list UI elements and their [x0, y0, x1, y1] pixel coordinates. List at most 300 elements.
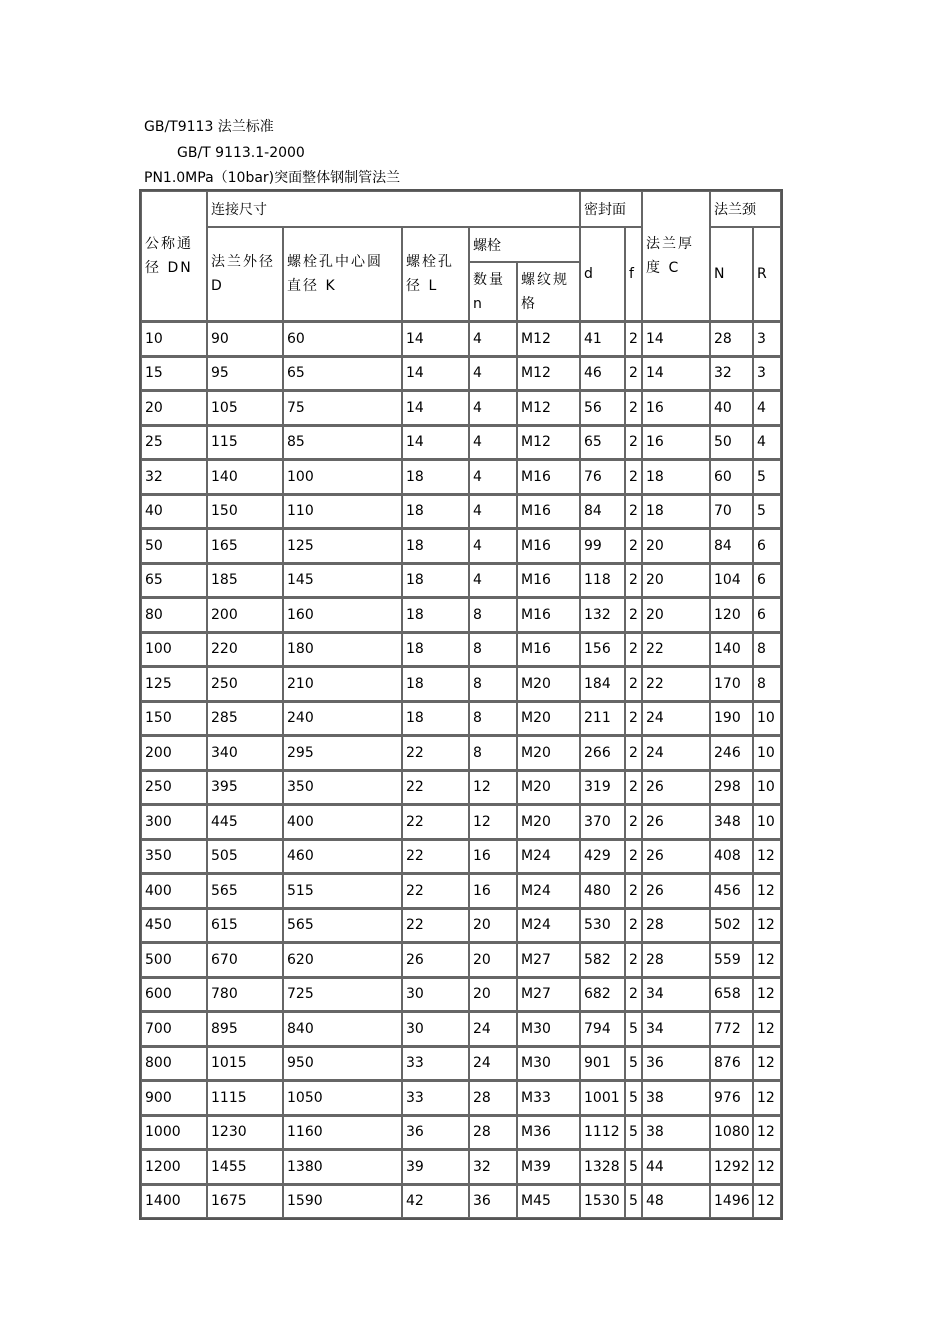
cell-thickness: 18	[642, 494, 710, 529]
cell-thread: M24	[517, 873, 580, 908]
cell-bolt-circle: 160	[283, 597, 402, 632]
flange-dimension-table	[139, 189, 783, 1220]
cell-neck-n: 28	[710, 321, 753, 356]
cell-dn: 250	[141, 770, 207, 805]
cell-neck-n: 32	[710, 356, 753, 391]
cell-neck-r: 5	[753, 459, 781, 494]
cell-outer-diameter: 565	[207, 873, 283, 908]
table-row	[141, 770, 781, 805]
cell-thickness: 26	[642, 839, 710, 874]
table-row	[141, 390, 781, 425]
table-row	[141, 425, 781, 460]
cell-seal-d: 46	[580, 356, 625, 391]
cell-thread: M16	[517, 632, 580, 667]
cell-seal-d: 530	[580, 908, 625, 943]
header-outer-diameter: 法兰外径 D	[207, 227, 283, 321]
cell-bolt-count: 4	[469, 390, 517, 425]
cell-bolt-hole: 30	[402, 1011, 469, 1046]
cell-bolt-circle: 60	[283, 321, 402, 356]
cell-bolt-circle: 460	[283, 839, 402, 874]
cell-outer-diameter: 115	[207, 425, 283, 460]
cell-neck-n: 298	[710, 770, 753, 805]
cell-bolt-hole: 14	[402, 321, 469, 356]
cell-seal-f: 2	[625, 321, 642, 356]
cell-bolt-count: 8	[469, 666, 517, 701]
cell-seal-f: 5	[625, 1011, 642, 1046]
cell-seal-f: 2	[625, 390, 642, 425]
table-row	[141, 1011, 781, 1046]
cell-neck-n: 502	[710, 908, 753, 943]
cell-bolt-hole: 18	[402, 701, 469, 736]
table-row	[141, 804, 781, 839]
cell-dn: 32	[141, 459, 207, 494]
cell-outer-diameter: 90	[207, 321, 283, 356]
cell-seal-f: 5	[625, 1184, 642, 1219]
cell-seal-f: 2	[625, 942, 642, 977]
cell-neck-r: 12	[753, 977, 781, 1012]
cell-neck-n: 1292	[710, 1149, 753, 1184]
cell-bolt-circle: 350	[283, 770, 402, 805]
cell-thread: M20	[517, 701, 580, 736]
cell-neck-r: 10	[753, 701, 781, 736]
table-row	[141, 356, 781, 391]
cell-thickness: 18	[642, 459, 710, 494]
cell-dn: 20	[141, 390, 207, 425]
header-neck: 法兰颈	[710, 191, 781, 227]
cell-thread: M39	[517, 1149, 580, 1184]
cell-neck-r: 12	[753, 873, 781, 908]
cell-thread: M36	[517, 1115, 580, 1150]
cell-dn: 800	[141, 1046, 207, 1081]
cell-seal-f: 2	[625, 839, 642, 874]
cell-bolt-count: 32	[469, 1149, 517, 1184]
cell-thickness: 20	[642, 563, 710, 598]
cell-bolt-count: 20	[469, 977, 517, 1012]
cell-neck-r: 12	[753, 1184, 781, 1219]
cell-thickness: 38	[642, 1115, 710, 1150]
cell-neck-r: 6	[753, 597, 781, 632]
header-bolt: 螺栓	[469, 227, 580, 262]
cell-seal-d: 41	[580, 321, 625, 356]
cell-bolt-circle: 100	[283, 459, 402, 494]
cell-dn: 450	[141, 908, 207, 943]
cell-dn: 200	[141, 735, 207, 770]
cell-seal-d: 1530	[580, 1184, 625, 1219]
cell-thread: M20	[517, 735, 580, 770]
cell-neck-r: 12	[753, 1011, 781, 1046]
cell-seal-f: 2	[625, 528, 642, 563]
cell-bolt-hole: 18	[402, 494, 469, 529]
cell-bolt-circle: 295	[283, 735, 402, 770]
table-row	[141, 632, 781, 667]
cell-neck-n: 976	[710, 1080, 753, 1115]
cell-seal-f: 2	[625, 908, 642, 943]
cell-seal-d: 84	[580, 494, 625, 529]
cell-outer-diameter: 395	[207, 770, 283, 805]
cell-outer-diameter: 95	[207, 356, 283, 391]
cell-bolt-hole: 18	[402, 632, 469, 667]
table-row	[141, 839, 781, 874]
cell-neck-n: 246	[710, 735, 753, 770]
cell-neck-n: 559	[710, 942, 753, 977]
cell-bolt-hole: 18	[402, 666, 469, 701]
cell-thickness: 34	[642, 977, 710, 1012]
cell-seal-f: 5	[625, 1115, 642, 1150]
standard-number: GB/T 9113.1-2000	[177, 145, 305, 161]
cell-seal-d: 582	[580, 942, 625, 977]
table-row	[141, 701, 781, 736]
table-caption: PN1.0MPa（10bar)突面整体钢制管法兰	[144, 170, 401, 186]
cell-seal-f: 2	[625, 563, 642, 598]
header-dn: 公称通径 DN	[141, 191, 207, 321]
cell-neck-n: 1496	[710, 1184, 753, 1219]
cell-thread: M16	[517, 494, 580, 529]
cell-thickness: 22	[642, 666, 710, 701]
cell-thread: M20	[517, 666, 580, 701]
cell-bolt-count: 4	[469, 425, 517, 460]
cell-seal-d: 56	[580, 390, 625, 425]
cell-outer-diameter: 615	[207, 908, 283, 943]
cell-thread: M16	[517, 528, 580, 563]
cell-bolt-count: 28	[469, 1115, 517, 1150]
cell-thread: M27	[517, 942, 580, 977]
cell-bolt-circle: 145	[283, 563, 402, 598]
cell-bolt-circle: 1590	[283, 1184, 402, 1219]
cell-thread: M24	[517, 908, 580, 943]
table-row	[141, 1046, 781, 1081]
cell-neck-r: 12	[753, 1080, 781, 1115]
cell-neck-r: 12	[753, 908, 781, 943]
cell-seal-f: 2	[625, 735, 642, 770]
cell-dn: 100	[141, 632, 207, 667]
cell-thread: M20	[517, 804, 580, 839]
cell-seal-d: 682	[580, 977, 625, 1012]
cell-thickness: 24	[642, 735, 710, 770]
cell-bolt-count: 4	[469, 494, 517, 529]
cell-thread: M12	[517, 321, 580, 356]
cell-seal-d: 156	[580, 632, 625, 667]
cell-neck-r: 10	[753, 735, 781, 770]
cell-thickness: 26	[642, 873, 710, 908]
cell-neck-r: 4	[753, 390, 781, 425]
cell-neck-r: 10	[753, 804, 781, 839]
cell-bolt-count: 8	[469, 735, 517, 770]
cell-seal-d: 1112	[580, 1115, 625, 1150]
cell-bolt-circle: 125	[283, 528, 402, 563]
cell-seal-f: 2	[625, 597, 642, 632]
cell-seal-f: 2	[625, 459, 642, 494]
cell-neck-n: 40	[710, 390, 753, 425]
cell-neck-r: 12	[753, 839, 781, 874]
header-neck-n: N	[710, 227, 753, 321]
cell-bolt-hole: 14	[402, 356, 469, 391]
cell-seal-f: 5	[625, 1080, 642, 1115]
cell-thickness: 14	[642, 356, 710, 391]
table-row	[141, 1184, 781, 1219]
cell-seal-f: 2	[625, 666, 642, 701]
cell-dn: 1200	[141, 1149, 207, 1184]
cell-neck-n: 140	[710, 632, 753, 667]
cell-seal-d: 118	[580, 563, 625, 598]
cell-neck-n: 60	[710, 459, 753, 494]
table-row	[141, 942, 781, 977]
cell-thread: M16	[517, 563, 580, 598]
cell-seal-d: 794	[580, 1011, 625, 1046]
cell-thread: M12	[517, 425, 580, 460]
cell-dn: 500	[141, 942, 207, 977]
cell-bolt-hole: 18	[402, 459, 469, 494]
cell-neck-r: 12	[753, 1149, 781, 1184]
cell-neck-n: 348	[710, 804, 753, 839]
cell-seal-f: 2	[625, 494, 642, 529]
table-row	[141, 528, 781, 563]
cell-outer-diameter: 1230	[207, 1115, 283, 1150]
cell-outer-diameter: 165	[207, 528, 283, 563]
cell-neck-r: 3	[753, 321, 781, 356]
table-row	[141, 908, 781, 943]
cell-bolt-count: 36	[469, 1184, 517, 1219]
cell-thread: M12	[517, 390, 580, 425]
cell-thickness: 14	[642, 321, 710, 356]
cell-dn: 10	[141, 321, 207, 356]
table-row	[141, 321, 781, 356]
cell-seal-d: 99	[580, 528, 625, 563]
cell-bolt-count: 4	[469, 459, 517, 494]
cell-dn: 80	[141, 597, 207, 632]
cell-bolt-circle: 110	[283, 494, 402, 529]
cell-bolt-count: 8	[469, 597, 517, 632]
cell-bolt-circle: 180	[283, 632, 402, 667]
cell-bolt-circle: 515	[283, 873, 402, 908]
header-bolt-hole: 螺栓孔径 L	[402, 227, 469, 321]
cell-outer-diameter: 1015	[207, 1046, 283, 1081]
cell-outer-diameter: 780	[207, 977, 283, 1012]
cell-neck-r: 12	[753, 1046, 781, 1081]
cell-bolt-circle: 1160	[283, 1115, 402, 1150]
cell-neck-n: 84	[710, 528, 753, 563]
cell-bolt-count: 16	[469, 873, 517, 908]
cell-bolt-count: 8	[469, 632, 517, 667]
cell-seal-d: 184	[580, 666, 625, 701]
header-bolt-count: 数量 n	[469, 262, 517, 321]
cell-thickness: 22	[642, 632, 710, 667]
cell-thickness: 24	[642, 701, 710, 736]
cell-thickness: 36	[642, 1046, 710, 1081]
cell-outer-diameter: 340	[207, 735, 283, 770]
cell-dn: 700	[141, 1011, 207, 1046]
cell-bolt-hole: 22	[402, 770, 469, 805]
cell-dn: 150	[141, 701, 207, 736]
cell-seal-f: 2	[625, 356, 642, 391]
cell-seal-d: 76	[580, 459, 625, 494]
cell-seal-d: 1328	[580, 1149, 625, 1184]
cell-seal-f: 5	[625, 1046, 642, 1081]
table-row	[141, 1149, 781, 1184]
cell-seal-d: 266	[580, 735, 625, 770]
cell-bolt-circle: 240	[283, 701, 402, 736]
cell-thickness: 44	[642, 1149, 710, 1184]
cell-neck-r: 6	[753, 528, 781, 563]
cell-dn: 50	[141, 528, 207, 563]
cell-seal-d: 370	[580, 804, 625, 839]
cell-thread: M16	[517, 597, 580, 632]
cell-bolt-circle: 65	[283, 356, 402, 391]
cell-thread: M16	[517, 459, 580, 494]
cell-seal-d: 429	[580, 839, 625, 874]
cell-neck-r: 12	[753, 1115, 781, 1150]
cell-neck-r: 3	[753, 356, 781, 391]
cell-thickness: 16	[642, 390, 710, 425]
cell-thread: M20	[517, 770, 580, 805]
cell-bolt-count: 20	[469, 908, 517, 943]
cell-neck-r: 12	[753, 942, 781, 977]
cell-bolt-circle: 1380	[283, 1149, 402, 1184]
cell-dn: 1000	[141, 1115, 207, 1150]
cell-bolt-circle: 1050	[283, 1080, 402, 1115]
cell-neck-n: 1080	[710, 1115, 753, 1150]
cell-thickness: 28	[642, 942, 710, 977]
cell-outer-diameter: 285	[207, 701, 283, 736]
cell-bolt-hole: 26	[402, 942, 469, 977]
cell-bolt-hole: 14	[402, 425, 469, 460]
cell-thickness: 16	[642, 425, 710, 460]
cell-seal-d: 901	[580, 1046, 625, 1081]
cell-seal-f: 2	[625, 977, 642, 1012]
cell-bolt-circle: 210	[283, 666, 402, 701]
cell-seal-f: 5	[625, 1149, 642, 1184]
cell-bolt-count: 12	[469, 770, 517, 805]
cell-outer-diameter: 220	[207, 632, 283, 667]
cell-dn: 1400	[141, 1184, 207, 1219]
table-row	[141, 666, 781, 701]
cell-bolt-circle: 75	[283, 390, 402, 425]
table-row	[141, 597, 781, 632]
header-connection: 连接尺寸	[207, 191, 580, 227]
cell-bolt-count: 12	[469, 804, 517, 839]
cell-outer-diameter: 200	[207, 597, 283, 632]
cell-bolt-hole: 14	[402, 390, 469, 425]
header-seal-f: f	[625, 227, 642, 321]
cell-neck-n: 50	[710, 425, 753, 460]
cell-bolt-hole: 18	[402, 528, 469, 563]
cell-bolt-circle: 840	[283, 1011, 402, 1046]
cell-neck-r: 8	[753, 666, 781, 701]
table-row	[141, 1080, 781, 1115]
cell-thread: M30	[517, 1011, 580, 1046]
cell-bolt-circle: 950	[283, 1046, 402, 1081]
cell-thread: M30	[517, 1046, 580, 1081]
cell-neck-r: 10	[753, 770, 781, 805]
cell-dn: 350	[141, 839, 207, 874]
table-body	[141, 321, 781, 1218]
cell-outer-diameter: 670	[207, 942, 283, 977]
cell-neck-n: 190	[710, 701, 753, 736]
table-row	[141, 735, 781, 770]
header-thread: 螺纹规格	[517, 262, 580, 321]
cell-outer-diameter: 140	[207, 459, 283, 494]
cell-thickness: 48	[642, 1184, 710, 1219]
cell-seal-f: 2	[625, 701, 642, 736]
cell-outer-diameter: 250	[207, 666, 283, 701]
cell-seal-f: 2	[625, 873, 642, 908]
cell-bolt-hole: 22	[402, 804, 469, 839]
cell-seal-d: 1001	[580, 1080, 625, 1115]
cell-seal-d: 319	[580, 770, 625, 805]
cell-bolt-count: 28	[469, 1080, 517, 1115]
cell-bolt-count: 16	[469, 839, 517, 874]
header-bolt-circle: 螺栓孔中心圆直径 K	[283, 227, 402, 321]
cell-bolt-count: 20	[469, 942, 517, 977]
cell-bolt-hole: 33	[402, 1046, 469, 1081]
cell-seal-d: 211	[580, 701, 625, 736]
cell-neck-n: 170	[710, 666, 753, 701]
cell-neck-n: 120	[710, 597, 753, 632]
cell-neck-r: 4	[753, 425, 781, 460]
cell-bolt-circle: 620	[283, 942, 402, 977]
cell-bolt-circle: 85	[283, 425, 402, 460]
cell-seal-f: 2	[625, 425, 642, 460]
cell-dn: 25	[141, 425, 207, 460]
cell-thread: M33	[517, 1080, 580, 1115]
cell-bolt-count: 4	[469, 563, 517, 598]
cell-bolt-count: 4	[469, 528, 517, 563]
cell-bolt-hole: 22	[402, 873, 469, 908]
cell-neck-n: 408	[710, 839, 753, 874]
cell-outer-diameter: 505	[207, 839, 283, 874]
cell-neck-n: 456	[710, 873, 753, 908]
cell-thickness: 26	[642, 804, 710, 839]
cell-dn: 300	[141, 804, 207, 839]
header-neck-r: R	[753, 227, 781, 321]
cell-neck-n: 658	[710, 977, 753, 1012]
cell-neck-n: 104	[710, 563, 753, 598]
cell-seal-d: 65	[580, 425, 625, 460]
cell-seal-f: 2	[625, 804, 642, 839]
cell-bolt-hole: 22	[402, 908, 469, 943]
cell-outer-diameter: 445	[207, 804, 283, 839]
cell-bolt-count: 24	[469, 1046, 517, 1081]
table-row	[141, 494, 781, 529]
cell-thread: M24	[517, 839, 580, 874]
cell-dn: 600	[141, 977, 207, 1012]
cell-thickness: 20	[642, 597, 710, 632]
cell-dn: 15	[141, 356, 207, 391]
header-thickness: 法兰厚度 C	[642, 191, 710, 321]
cell-bolt-hole: 22	[402, 839, 469, 874]
cell-bolt-circle: 725	[283, 977, 402, 1012]
cell-bolt-count: 24	[469, 1011, 517, 1046]
table-row	[141, 459, 781, 494]
table-row	[141, 873, 781, 908]
cell-thread: M12	[517, 356, 580, 391]
cell-outer-diameter: 150	[207, 494, 283, 529]
cell-bolt-circle: 400	[283, 804, 402, 839]
cell-thickness: 28	[642, 908, 710, 943]
cell-bolt-hole: 42	[402, 1184, 469, 1219]
cell-bolt-circle: 565	[283, 908, 402, 943]
cell-outer-diameter: 1675	[207, 1184, 283, 1219]
cell-bolt-hole: 22	[402, 735, 469, 770]
cell-outer-diameter: 1115	[207, 1080, 283, 1115]
table-row	[141, 977, 781, 1012]
cell-dn: 400	[141, 873, 207, 908]
cell-outer-diameter: 105	[207, 390, 283, 425]
cell-dn: 40	[141, 494, 207, 529]
table-row	[141, 563, 781, 598]
cell-neck-r: 8	[753, 632, 781, 667]
cell-bolt-hole: 33	[402, 1080, 469, 1115]
cell-thread: M45	[517, 1184, 580, 1219]
